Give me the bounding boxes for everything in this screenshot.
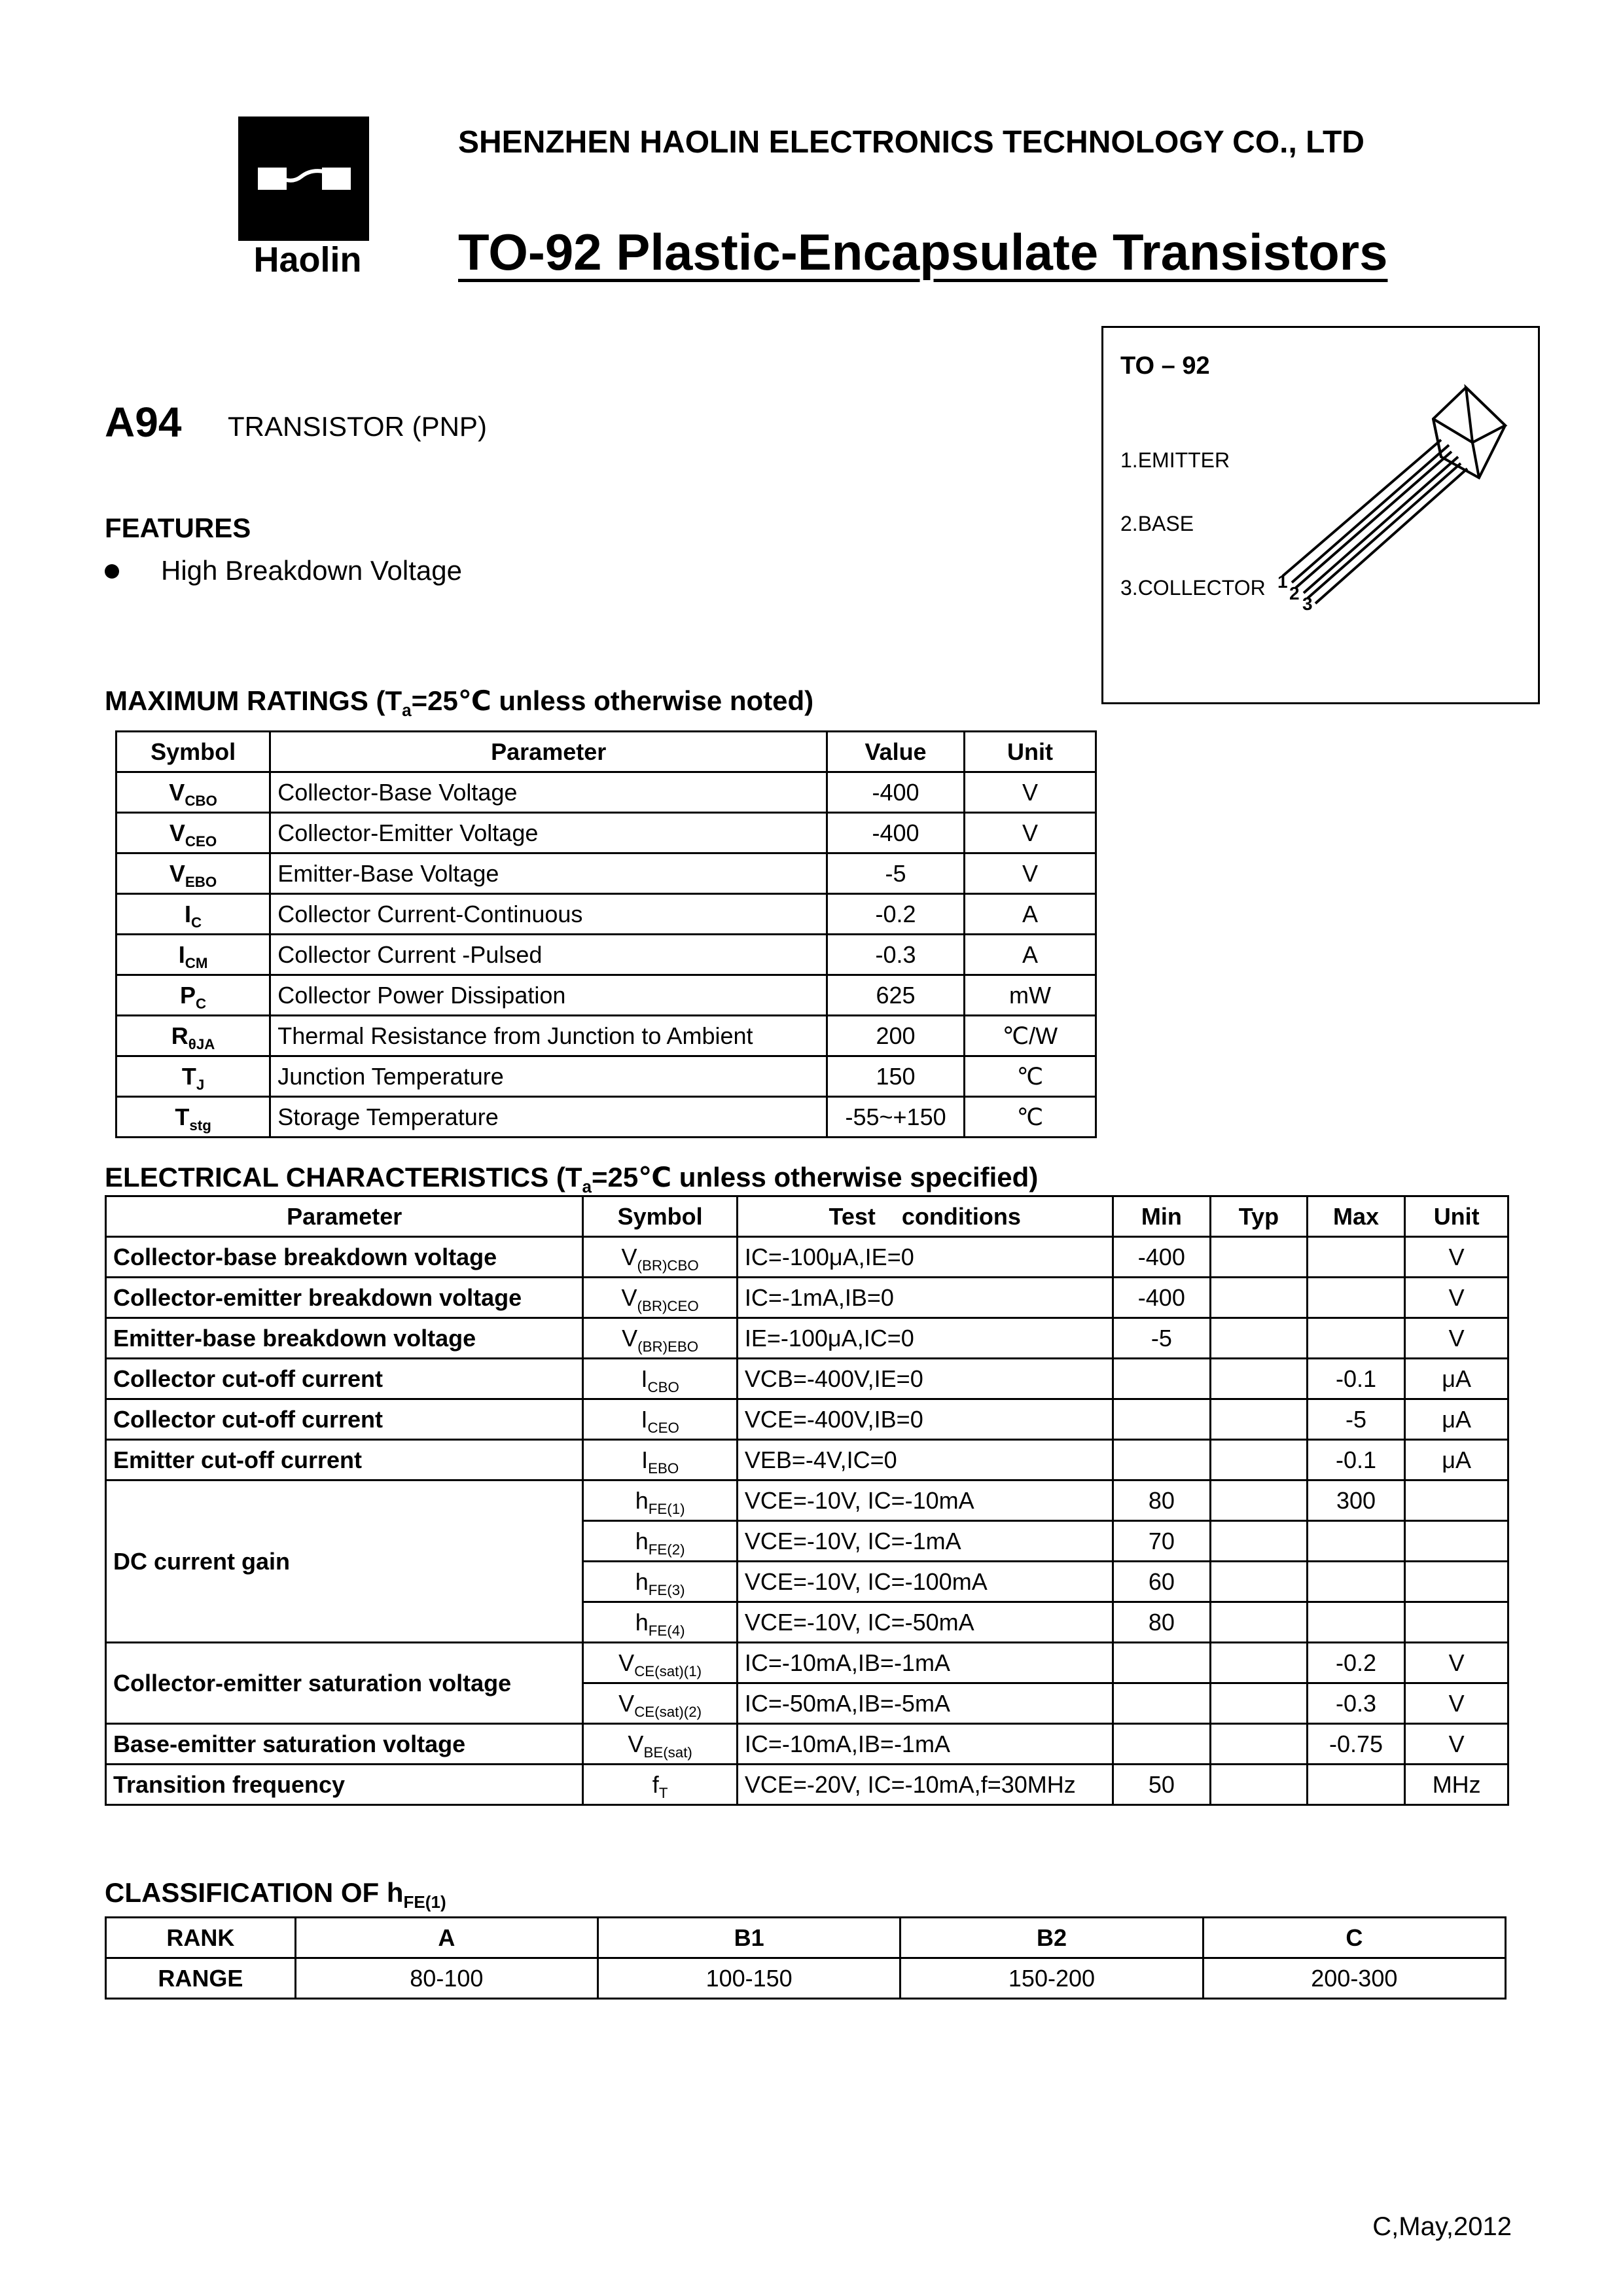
- symbol-cell: $f_T$: [583, 1765, 737, 1805]
- document-title: TO-92 Plastic-Encapsulate Transistors: [458, 223, 1388, 281]
- unit-cell: V: [1405, 1643, 1508, 1683]
- min-cell: [1113, 1724, 1211, 1765]
- column-header: Max: [1307, 1196, 1405, 1237]
- max-cell: [1307, 1765, 1405, 1805]
- parameter-cell: Collector cut-off current: [106, 1399, 583, 1440]
- column-header: Symbol: [116, 732, 270, 772]
- value-cell: 200: [827, 1016, 965, 1056]
- parameter-cell: Collector-Emitter Voltage: [270, 813, 827, 853]
- table-row: [116, 1097, 1096, 1138]
- condition-cell: IC=-1mA,IB=0: [737, 1278, 1113, 1318]
- table-row: [116, 975, 1096, 1016]
- symbol-cell: $h_{FE(4)}$: [583, 1602, 737, 1643]
- max-cell: -0.1: [1307, 1440, 1405, 1480]
- table-row: [106, 1318, 1508, 1359]
- condition-cell: IE=-100μA,IC=0: [737, 1318, 1113, 1359]
- min-cell: 60: [1113, 1562, 1211, 1602]
- typ-cell: [1211, 1602, 1308, 1643]
- condition-cell: VCE=-400V,IB=0: [737, 1399, 1113, 1440]
- rank-cell: B2: [901, 1918, 1203, 1958]
- unit-cell: V: [964, 853, 1096, 894]
- typ-cell: [1211, 1318, 1308, 1359]
- rank-label: RANK: [106, 1918, 296, 1958]
- table-row: [116, 813, 1096, 853]
- symbol-cell: $I_{EBO}$: [583, 1440, 737, 1480]
- unit-cell: A: [964, 935, 1096, 975]
- unit-cell: V: [964, 813, 1096, 853]
- max-cell: [1307, 1318, 1405, 1359]
- parameter-cell: Collector-emitter saturation voltage: [106, 1643, 583, 1724]
- parameter-cell: Emitter cut-off current: [106, 1440, 583, 1480]
- parameter-cell: Collector cut-off current: [106, 1359, 583, 1399]
- unit-cell: μA: [1405, 1359, 1508, 1399]
- part-type: TRANSISTOR (PNP): [228, 411, 487, 442]
- typ-cell: [1211, 1237, 1308, 1278]
- unit-cell: V: [1405, 1278, 1508, 1318]
- company-logo: [236, 111, 380, 281]
- column-header: Test conditions: [737, 1196, 1113, 1237]
- max-cell: [1307, 1562, 1405, 1602]
- condition-cell: VCE=-10V, IC=-10mA: [737, 1480, 1113, 1521]
- condition-cell: VEB=-4V,IC=0: [737, 1440, 1113, 1480]
- parameter-cell: Collector-emitter breakdown voltage: [106, 1278, 583, 1318]
- unit-cell: V: [1405, 1318, 1508, 1359]
- typ-cell: [1211, 1643, 1308, 1683]
- min-cell: [1113, 1359, 1211, 1399]
- parameter-cell: Thermal Resistance from Junction to Ambient: [270, 1016, 827, 1056]
- typ-cell: [1211, 1440, 1308, 1480]
- unit-cell: ℃/W: [964, 1016, 1096, 1056]
- max-cell: [1307, 1602, 1405, 1643]
- value-cell: 150: [827, 1056, 965, 1097]
- symbol-cell: $I_{CEO}$: [583, 1399, 737, 1440]
- parameter-cell: Collector Current -Pulsed: [270, 935, 827, 975]
- pin-label-emitter: 1.EMITTER: [1120, 448, 1230, 472]
- typ-cell: [1211, 1521, 1308, 1562]
- rank-cell: B1: [597, 1918, 900, 1958]
- max-cell: [1307, 1237, 1405, 1278]
- typ-cell: [1211, 1562, 1308, 1602]
- unit-cell: [1405, 1521, 1508, 1562]
- max-cell: -5: [1307, 1399, 1405, 1440]
- symbol-cell: $h_{FE(2)}$: [583, 1521, 737, 1562]
- pin-label-collector: 3.COLLECTOR: [1120, 576, 1266, 600]
- table-row: [116, 935, 1096, 975]
- value-cell: -400: [827, 772, 965, 813]
- column-header: Unit: [964, 732, 1096, 772]
- package-name: TO – 92: [1120, 352, 1210, 380]
- max-cell: [1307, 1521, 1405, 1562]
- unit-cell: [1405, 1480, 1508, 1521]
- value-cell: -5: [827, 853, 965, 894]
- min-cell: [1113, 1440, 1211, 1480]
- typ-cell: [1211, 1399, 1308, 1440]
- unit-cell: [1405, 1562, 1508, 1602]
- rank-cell: C: [1203, 1918, 1505, 1958]
- column-header: Min: [1113, 1196, 1211, 1237]
- unit-cell: V: [1405, 1237, 1508, 1278]
- table-row: [106, 1724, 1508, 1765]
- typ-cell: [1211, 1480, 1308, 1521]
- parameter-cell: Base-emitter saturation voltage: [106, 1724, 583, 1765]
- min-cell: [1113, 1643, 1211, 1683]
- parameter-cell: Emitter-Base Voltage: [270, 853, 827, 894]
- condition-cell: IC=-50mA,IB=-5mA: [737, 1683, 1113, 1724]
- parameter-cell: Collector-Base Voltage: [270, 772, 827, 813]
- condition-cell: VCE=-10V, IC=-100mA: [737, 1562, 1113, 1602]
- parameter-cell: Emitter-base breakdown voltage: [106, 1318, 583, 1359]
- symbol-cell: $h_{FE(3)}$: [583, 1562, 737, 1602]
- unit-cell: ℃: [964, 1097, 1096, 1138]
- min-cell: 70: [1113, 1521, 1211, 1562]
- symbol-cell: $V_{(BR)EBO}$: [583, 1318, 737, 1359]
- parameter-cell: Storage Temperature: [270, 1097, 827, 1138]
- unit-cell: μA: [1405, 1440, 1508, 1480]
- symbol-cell: $h_{FE(1)}$: [583, 1480, 737, 1521]
- table-row: [106, 1237, 1508, 1278]
- symbol-cell: $T_{stg}$: [116, 1097, 270, 1138]
- table-row: [116, 772, 1096, 813]
- typ-cell: [1211, 1683, 1308, 1724]
- table-row: [116, 894, 1096, 935]
- symbol-cell: $I_{CBO}$: [583, 1359, 737, 1399]
- classification-table: [105, 1916, 1507, 2000]
- max-cell: [1307, 1278, 1405, 1318]
- parameter-cell: Collector Current-Continuous: [270, 894, 827, 935]
- range-row: [106, 1958, 1506, 1999]
- features-heading: FEATURES: [105, 512, 251, 543]
- value-cell: -0.3: [827, 935, 965, 975]
- table-header-row: [106, 1196, 1508, 1237]
- condition-cell: VCE=-10V, IC=-50mA: [737, 1602, 1113, 1643]
- typ-cell: [1211, 1359, 1308, 1399]
- symbol-cell: $R_{\theta JA}$: [116, 1016, 270, 1056]
- min-cell: -400: [1113, 1278, 1211, 1318]
- min-cell: -400: [1113, 1237, 1211, 1278]
- symbol-cell: $V_{(BR)CBO}$: [583, 1237, 737, 1278]
- table-row: [116, 1056, 1096, 1097]
- unit-cell: A: [964, 894, 1096, 935]
- range-cell: 80-100: [295, 1958, 597, 1999]
- pin-number-3: 3: [1302, 594, 1313, 614]
- unit-cell: [1405, 1602, 1508, 1643]
- min-cell: -5: [1113, 1318, 1211, 1359]
- typ-cell: [1211, 1278, 1308, 1318]
- min-cell: 80: [1113, 1480, 1211, 1521]
- condition-cell: VCE=-20V, IC=-10mA,f=30MHz: [737, 1765, 1113, 1805]
- max-cell: -0.2: [1307, 1643, 1405, 1683]
- value-cell: -400: [827, 813, 965, 853]
- min-cell: 50: [1113, 1765, 1211, 1805]
- max-cell: -0.3: [1307, 1683, 1405, 1724]
- column-header: Typ: [1211, 1196, 1308, 1237]
- parameter-cell: Transition frequency: [106, 1765, 583, 1805]
- symbol-cell: $V_{EBO}$: [116, 853, 270, 894]
- range-cell: 200-300: [1203, 1958, 1505, 1999]
- pin-label-base: 2.BASE: [1120, 512, 1194, 535]
- company-name: SHENZHEN HAOLIN ELECTRONICS TECHNOLOGY CO., LTD: [458, 125, 1364, 160]
- symbol-cell: $I_{CM}$: [116, 935, 270, 975]
- symbol-cell: $V_{CE(sat)(2)}$: [583, 1683, 737, 1724]
- to92-package-icon: [1270, 380, 1531, 615]
- column-header: Symbol: [583, 1196, 737, 1237]
- column-header: Value: [827, 732, 965, 772]
- classification-heading: CLASSIFICATION OF $h_{FE(1)}$: [105, 1877, 446, 1912]
- min-cell: [1113, 1399, 1211, 1440]
- rank-cell: A: [295, 1918, 597, 1958]
- table-header-row: [116, 732, 1096, 772]
- symbol-cell: $I_C$: [116, 894, 270, 935]
- symbol-cell: $V_{CEO}$: [116, 813, 270, 853]
- condition-cell: IC=-100μA,IE=0: [737, 1237, 1113, 1278]
- condition-cell: VCB=-400V,IE=0: [737, 1359, 1113, 1399]
- electrical-heading: ELECTRICAL CHARACTERISTICS ($T_a=25℃$ unless otherwise specified): [105, 1162, 1039, 1197]
- table-row: [106, 1278, 1508, 1318]
- unit-cell: V: [964, 772, 1096, 813]
- unit-cell: μA: [1405, 1399, 1508, 1440]
- symbol-cell: $V_{BE(sat)}$: [583, 1724, 737, 1765]
- condition-cell: VCE=-10V, IC=-1mA: [737, 1521, 1113, 1562]
- unit-cell: MHz: [1405, 1765, 1508, 1805]
- table-row: [106, 1440, 1508, 1480]
- table-row: [116, 1016, 1096, 1056]
- table-row: [106, 1359, 1508, 1399]
- max-cell: 300: [1307, 1480, 1405, 1521]
- max-ratings-heading: MAXIMUM RATINGS ($T_a=25℃$ unless otherwise noted): [105, 685, 814, 721]
- electrical-characteristics-table: [105, 1195, 1509, 1806]
- rank-row: [106, 1918, 1506, 1958]
- unit-cell: V: [1405, 1724, 1508, 1765]
- max-ratings-table: [115, 730, 1097, 1138]
- table-row: [116, 853, 1096, 894]
- max-cell: -0.75: [1307, 1724, 1405, 1765]
- revision-date: C,May,2012: [1372, 2212, 1512, 2241]
- min-cell: [1113, 1683, 1211, 1724]
- bullet-icon: [105, 564, 119, 579]
- parameter-cell: Junction Temperature: [270, 1056, 827, 1097]
- parameter-cell: DC current gain: [106, 1480, 583, 1643]
- symbol-cell: $V_{CE(sat)(1)}$: [583, 1643, 737, 1683]
- symbol-cell: $T_J$: [116, 1056, 270, 1097]
- unit-cell: V: [1405, 1683, 1508, 1724]
- value-cell: -55~+150: [827, 1097, 965, 1138]
- min-cell: 80: [1113, 1602, 1211, 1643]
- parameter-cell: Collector-base breakdown voltage: [106, 1237, 583, 1278]
- table-row: [106, 1765, 1508, 1805]
- column-header: Unit: [1405, 1196, 1508, 1237]
- column-header: Parameter: [106, 1196, 583, 1237]
- column-header: Parameter: [270, 732, 827, 772]
- table-row: [106, 1480, 1508, 1521]
- value-cell: -0.2: [827, 894, 965, 935]
- symbol-cell: $V_{CBO}$: [116, 772, 270, 813]
- condition-cell: IC=-10mA,IB=-1mA: [737, 1724, 1113, 1765]
- feature-item: High Breakdown Voltage: [161, 555, 462, 586]
- typ-cell: [1211, 1724, 1308, 1765]
- range-cell: 150-200: [901, 1958, 1203, 1999]
- parameter-cell: Collector Power Dissipation: [270, 975, 827, 1016]
- symbol-cell: $P_C$: [116, 975, 270, 1016]
- pin-number-2: 2: [1289, 583, 1300, 603]
- range-label: RANGE: [106, 1958, 296, 1999]
- condition-cell: IC=-10mA,IB=-1mA: [737, 1643, 1113, 1683]
- typ-cell: [1211, 1765, 1308, 1805]
- symbol-cell: $V_{(BR)CEO}$: [583, 1278, 737, 1318]
- part-number: A94: [105, 399, 182, 446]
- pin-number-1: 1: [1277, 571, 1288, 592]
- max-cell: -0.1: [1307, 1359, 1405, 1399]
- range-cell: 100-150: [597, 1958, 900, 1999]
- unit-cell: mW: [964, 975, 1096, 1016]
- logo-text: Haolin: [253, 240, 362, 279]
- table-row: [106, 1399, 1508, 1440]
- unit-cell: ℃: [964, 1056, 1096, 1097]
- value-cell: 625: [827, 975, 965, 1016]
- table-row: [106, 1643, 1508, 1683]
